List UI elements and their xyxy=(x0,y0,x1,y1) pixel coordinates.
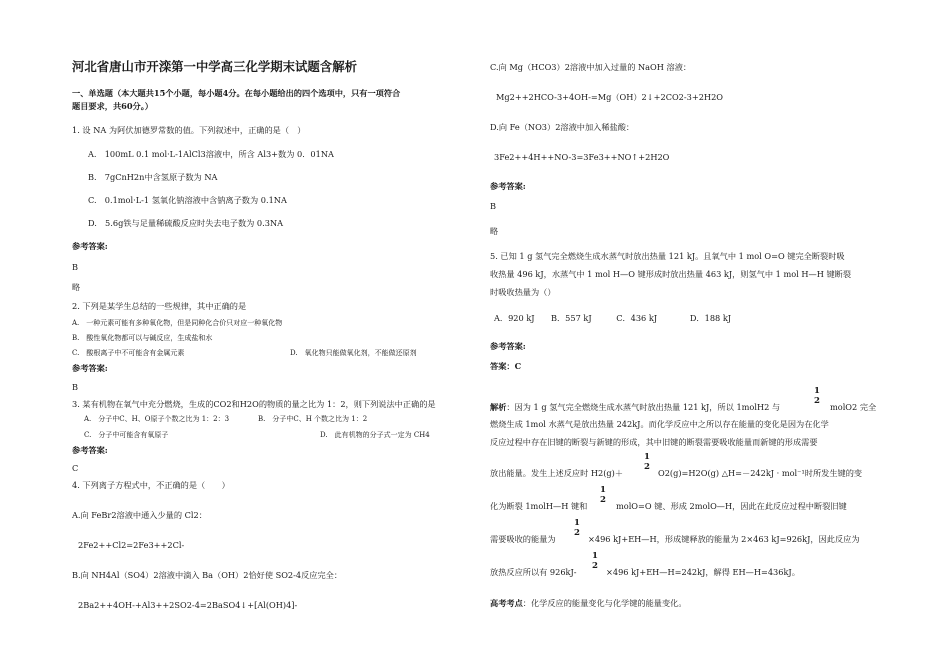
explanation-line-5-end: molO=O 键、形成 2molO—H，因此在此反应过程中断裂旧键 xyxy=(616,501,847,511)
answer-3: C xyxy=(72,463,79,473)
q2-option-c: C. 酸根离子中不可能含有金属元素 xyxy=(72,349,185,357)
fraction-one-half: 1 2 xyxy=(600,485,606,505)
exam-focus xyxy=(490,598,687,608)
q3-option-a: A. 分子中C、H、O原子个数之比为 1：2：3 xyxy=(84,415,230,423)
answer-1: B xyxy=(72,262,79,272)
question-5-line-3: 时吸收热量为（） xyxy=(490,287,556,297)
section-heading: 一、单选题（本大题共15个小题，每小题4分。在每小题给出的四个选项中，只有一项符合 xyxy=(72,88,401,98)
q2-option-d: D. 氧化物只能做氧化剂，不能做还原剂 xyxy=(290,349,417,357)
explanation-line-6-end: ×496 kJ+EH—H，形成键释放的能量为 2×463 kJ=926kJ，因此反应为 xyxy=(588,534,860,544)
exam-focus-text: ：化学反应的能量变化与化学键的能量变化。 xyxy=(522,598,687,608)
answer-label-4: 参考答案: xyxy=(490,181,526,191)
exam-focus-label: 高考考点 xyxy=(490,598,523,608)
answer-4: B xyxy=(490,201,497,211)
question-1: 1. 设 NA 为阿伏加德罗常数的值。下列叙述中，正确的是（ ） xyxy=(72,125,306,135)
explanation-line-7: 放热反应所以有 926kJ- xyxy=(490,567,577,577)
answer-label-3: 参考答案: xyxy=(72,445,108,455)
explanation-line-6: 需要吸收的能量为 xyxy=(490,534,556,544)
explanation-line-4: 放出能量。发生上述反应时 H2(g)＋ xyxy=(490,468,624,478)
explanation-label: 解析 xyxy=(490,402,507,412)
answer-2: B xyxy=(72,382,79,392)
explanation-line-1: 解析：因为 1 g 氢气完全燃烧生成水蒸气时放出热量 121 kJ，所以 1molH2 与 xyxy=(490,402,781,412)
q1-option-d: D. 5.6g铁与足量稀硫酸反应时失去电子数为 0.3NA xyxy=(88,218,284,228)
question-5-line-1: 5. 已知 1 g 氢气完全燃烧生成水蒸气时放出热量 121 kJ。且氧气中 1 mol O=O 键完全断裂时吸 xyxy=(490,251,845,261)
q1-option-c: C. 0.1mol·L-1 氢氧化钠溶液中含钠离子数为 0.1NA xyxy=(88,195,287,205)
q4-option-a-equation: 2Fe2++Cl2=2Fe3++2Cl- xyxy=(78,540,185,550)
section-heading-cont: 题目要求，共60分。） xyxy=(72,101,153,111)
q4-option-d-equation: 3Fe2++4H++NO-3=3Fe3++NO↑+2H2O xyxy=(494,152,670,162)
q3-option-c: C. 分子中可能含有氧原子 xyxy=(84,431,169,439)
explanation-line-5: 化为断裂 1molH—H 键和 xyxy=(490,501,588,511)
q3-option-b: B. 分子中C、H 个数之比为 1：2 xyxy=(258,415,368,423)
q4-option-c: C.向 Mg（HCO3）2溶液中加入过量的 NaOH 溶液： xyxy=(490,62,692,72)
q4-option-b: B.向 NH4Al（SO4）2溶液中滴入 Ba（OH）2恰好使 SO2-4反应完全： xyxy=(72,570,343,580)
omitted-1: 略 xyxy=(72,282,81,292)
q4-option-d: D.向 Fe（NO3）2溶液中加入稀盐酸： xyxy=(490,122,635,132)
q2-option-a: A. 一种元素可能有多种氧化物，但是同种化合价只对应一种氧化物 xyxy=(72,319,283,327)
answer-label-1: 参考答案: xyxy=(72,241,108,251)
explanation-line-7-end: ×496 kJ+EH—H=242kJ，解得 EH—H=436kJ。 xyxy=(606,567,800,577)
explanation-line-2: 燃烧生成 1mol 水蒸气是放出热量 242kJ。而化学反应中之所以存在能量的变化是因为在化学 xyxy=(490,419,829,429)
q4-option-b-equation: 2Ba2++4OH-+Al3++2SO2-4=2BaSO4↓+[Al(OH)4]- xyxy=(78,600,298,610)
explanation-line-3: 反应过程中存在旧键的断裂与新键的形成，其中旧键的断裂需要吸收能量而新键的形成需要 xyxy=(490,437,818,447)
q1-option-a: A. 100mL 0.1 mol·L-1AlCl3溶液中，所含 Al3+数为 0．01NA xyxy=(88,149,334,159)
answer-label-2: 参考答案: xyxy=(72,363,108,373)
q2-option-b: B. 酸性氧化物都可以与碱反应，生成盐和水 xyxy=(72,334,213,342)
fraction-one-half: 1 2 xyxy=(644,452,650,472)
fraction-one-half: 1 2 xyxy=(814,386,820,406)
question-4: 4. 下列离子方程式中，不正确的是（ ） xyxy=(72,480,230,490)
q4-option-c-equation: Mg2++2HCO-3+4OH-=Mg（OH）2↓+2CO2-3+2H2O xyxy=(496,92,723,102)
explanation-line-1-end: molO2 完全 xyxy=(830,402,877,412)
fraction-one-half: 1 2 xyxy=(592,551,598,571)
page-title: 河北省唐山市开滦第一中学高三化学期末试题含解析 xyxy=(72,59,357,74)
question-2: 2. 下列是某学生总结的一些规律，其中正确的是 xyxy=(72,301,247,311)
omitted-4: 略 xyxy=(490,226,499,236)
q1-option-b: B. 7gCnH2n中含氢原子数为 NA xyxy=(88,172,218,182)
q3-option-d: D. 此有机物的分子式一定为 CH4 xyxy=(320,431,430,439)
q5-options: A．920 kJ B．557 kJ C．436 kJ D．188 kJ xyxy=(494,313,732,323)
question-5-line-2: 收热量 496 kJ，水蒸气中 1 mol H—O 键形成时放出热量 463 kJ，则氢气中 1 mol H—H 键断裂 xyxy=(490,269,852,279)
explanation-line-4-end: O2(g)=H2O(g) △H=－242kJ · mol⁻¹时所发生键的变 xyxy=(658,468,863,478)
fraction-one-half: 1 2 xyxy=(574,518,580,538)
answer-label-5: 参考答案: xyxy=(490,341,526,351)
q4-option-a: A.向 FeBr2溶液中通入少量的 Cl2： xyxy=(72,510,207,520)
answer-5: 答案：C xyxy=(490,361,522,371)
question-3: 3. 某有机物在氧气中充分燃烧，生成的CO2和H2O的物质的量之比为 1：2，则下列说法中正确的是 xyxy=(72,399,436,409)
